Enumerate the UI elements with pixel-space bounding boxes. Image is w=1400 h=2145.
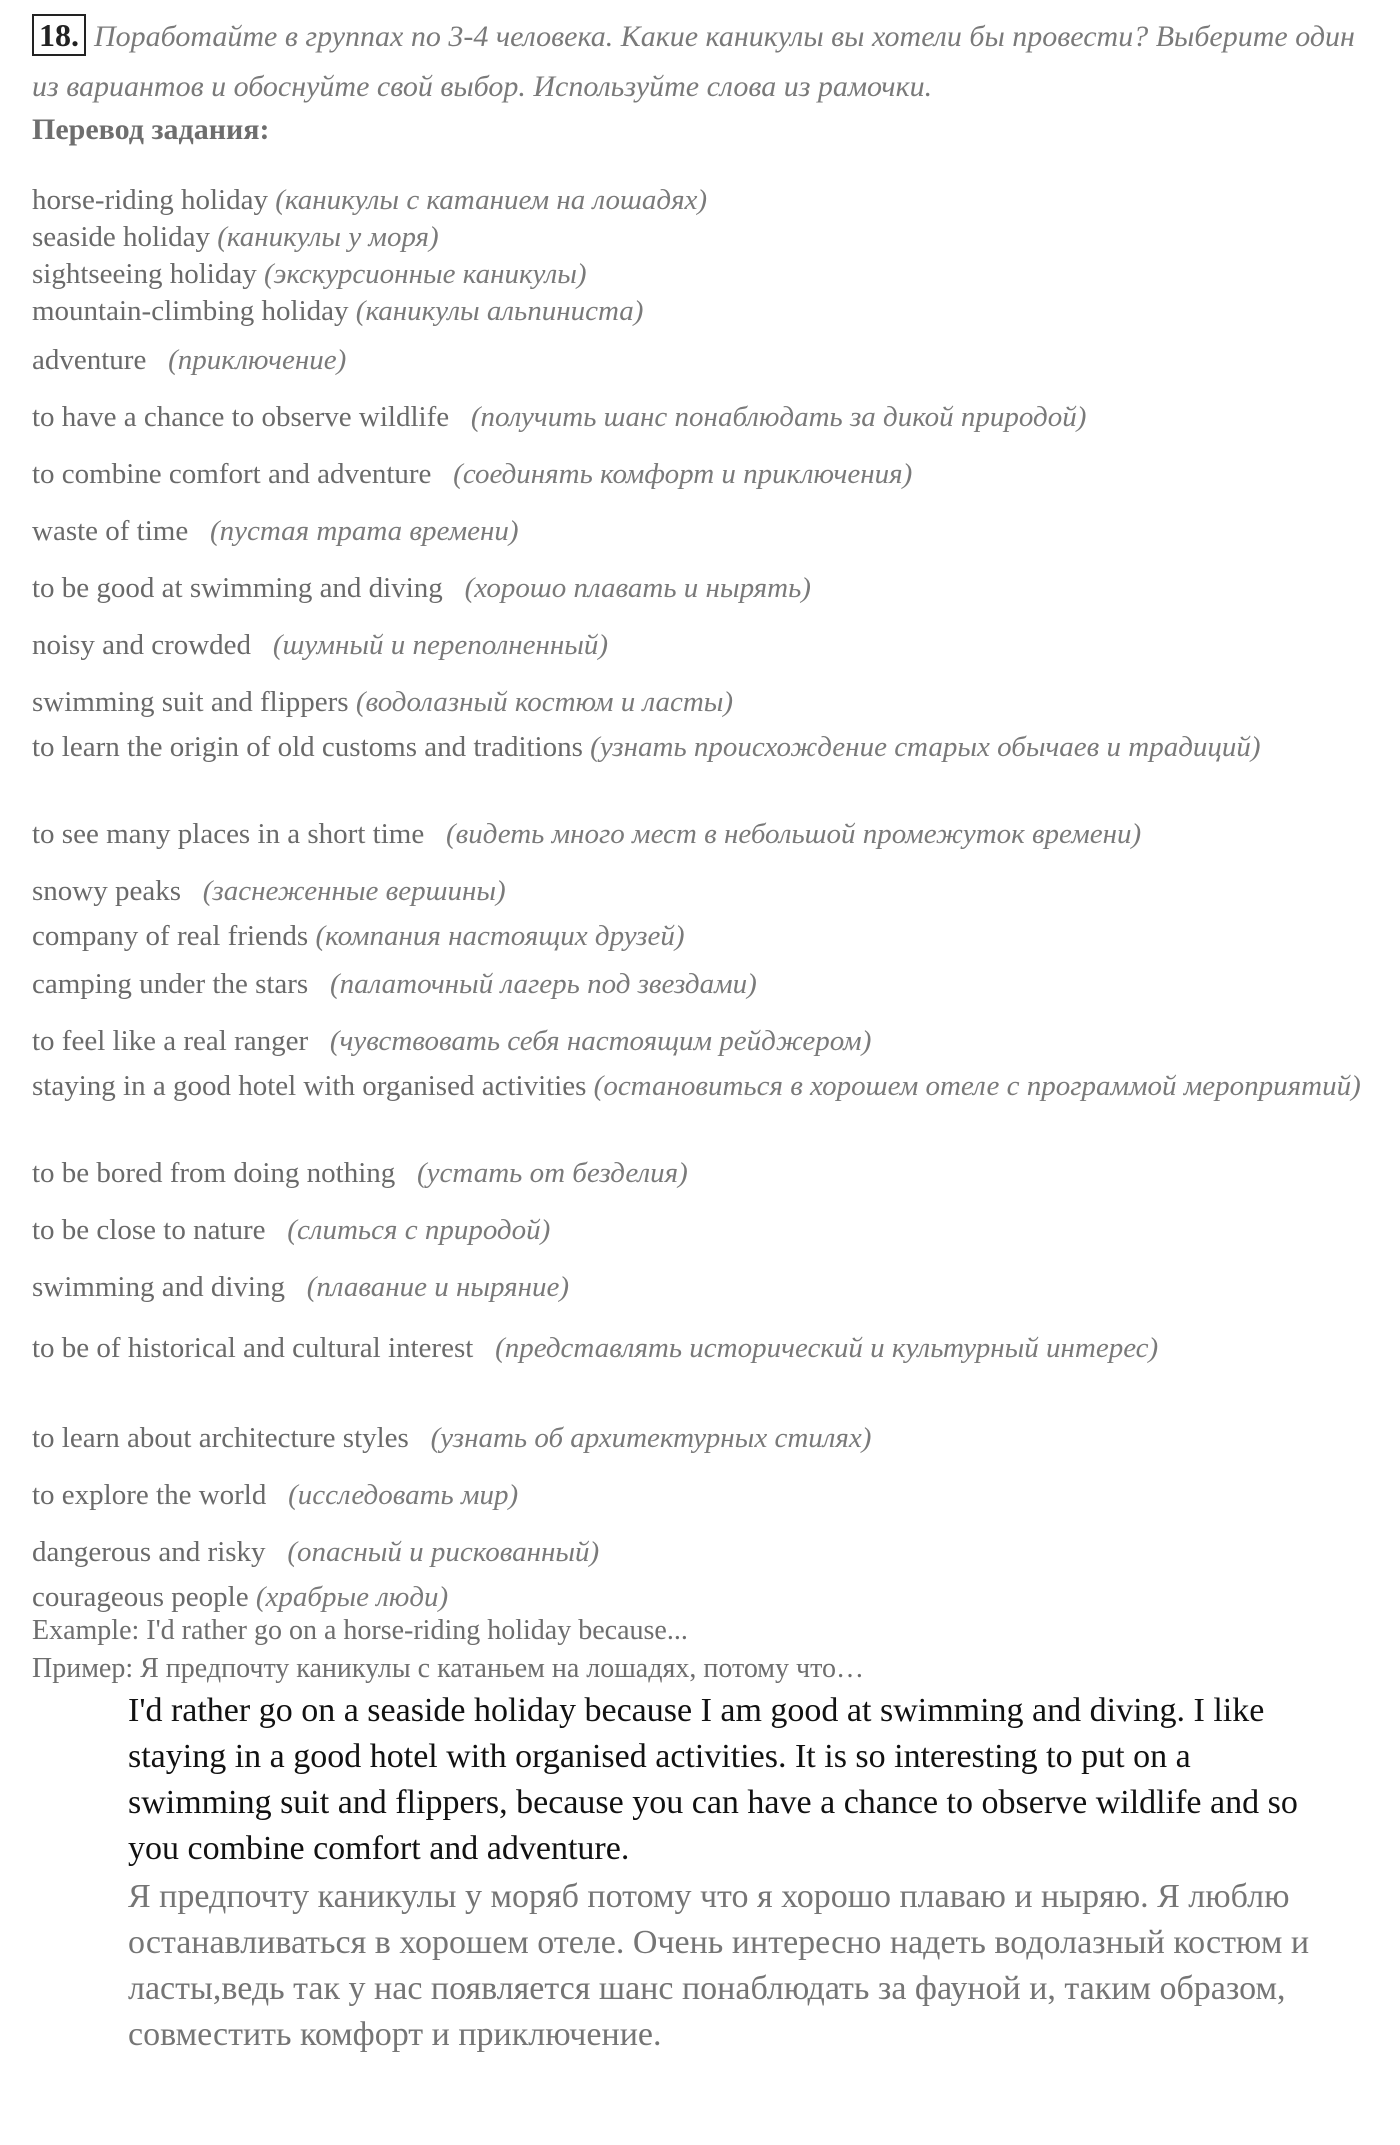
vocab-item: swimming suit and flippers (водолазный костюм и ласты) [32,686,734,718]
vocab-item: sightseeing holiday (экскурсионные каникулы) [32,258,587,290]
vocab-item: waste of time (пустая трата времени) [32,515,519,547]
vocab-item: company of real friends (компания настоящих друзей) [32,920,685,952]
vocab-item: to be good at swimming and diving (хорошо плавать и нырять) [32,572,811,604]
vocab-item: to learn the origin of old customs and traditions (узнать происхождение старых обычаев и традиций) [32,731,1261,763]
task-header [32,12,1372,112]
vocab-item: to be bored from doing nothing (устать от безделия) [32,1157,688,1189]
vocab-item: to explore the world (исследовать мир) [32,1479,519,1511]
vocab-item: to be close to nature (слиться с природой) [32,1214,551,1246]
vocab-item: to have a chance to observe wildlife (получить шанс понаблюдать за дикой природой) [32,401,1087,433]
vocab-item: snowy peaks (заснеженные вершины) [32,875,506,907]
task-number: 18. [32,14,86,56]
vocab-item: seaside holiday (каникулы у моря) [32,221,439,253]
translation-label: Перевод задания: [32,113,270,146]
vocab-item: adventure (приключение) [32,344,347,376]
vocab-item: noisy and crowded (шумный и переполненный) [32,629,609,661]
example-en: Example: I'd rather go on a horse-riding holiday because... [32,1615,688,1646]
vocab-item: to see many places in a short time (видеть много мест в небольшой промежуток времени) [32,818,1142,850]
vocab-item: to be of historical and cultural interest (представлять исторический и культурный интерес) [32,1332,1159,1364]
vocab-item: mountain-climbing holiday (каникулы альпиниста) [32,295,644,327]
answer-english: I'd rather go on a seaside holiday because I am good at swimming and diving. I like staying in a good hotel with organised activities. It is so interesting to put on a swimming suit and flippers, because you can have a chance to observe wildlife and so you combine comfort and adventure. [128,1692,1298,1867]
vocab-item: swimming and diving (плавание и ныряние) [32,1271,570,1303]
vocab-item: dangerous and risky (опасный и рискованный) [32,1536,600,1568]
answer-russian: Я предпочту каникулы у моряб потому что я хорошо плаваю и ныряю. Я люблю останавливаться в хорошем отеле. Очень интересно надеть водолазный костюм и ласты,ведь так у нас появляется шанс понаблюдать за фауной и, таким образом, совместить комфорт и приключение. [128,1878,1310,2053]
vocab-item: horse-riding holiday (каникулы с катанием на лошадях) [32,184,708,216]
vocab-item: to combine comfort and adventure (соединять комфорт и приключения) [32,458,913,490]
vocab-item: staying in a good hotel with organised activities (остановиться в хорошем отеле с программой мероприятий) [32,1070,1361,1102]
vocab-item: courageous people (храбрые люди) [32,1581,449,1613]
vocab-item: to feel like a real ranger (чувствовать себя настоящим рейджером) [32,1025,872,1057]
example-ru: Пример: Я предпочту каникулы с катаньем на лошадях, потому что… [32,1653,864,1684]
vocab-item: camping under the stars (палаточный лагерь под звездами) [32,968,757,1000]
task-instruction: Поработайте в группах по 3-4 человека. Какие каникулы вы хотели бы провести? Выберите один из вариантов и обоснуйте свой выбор. Используйте слова из рамочки. [32,20,1355,103]
vocab-item: to learn about architecture styles (узнать об архитектурных стилях) [32,1422,872,1454]
